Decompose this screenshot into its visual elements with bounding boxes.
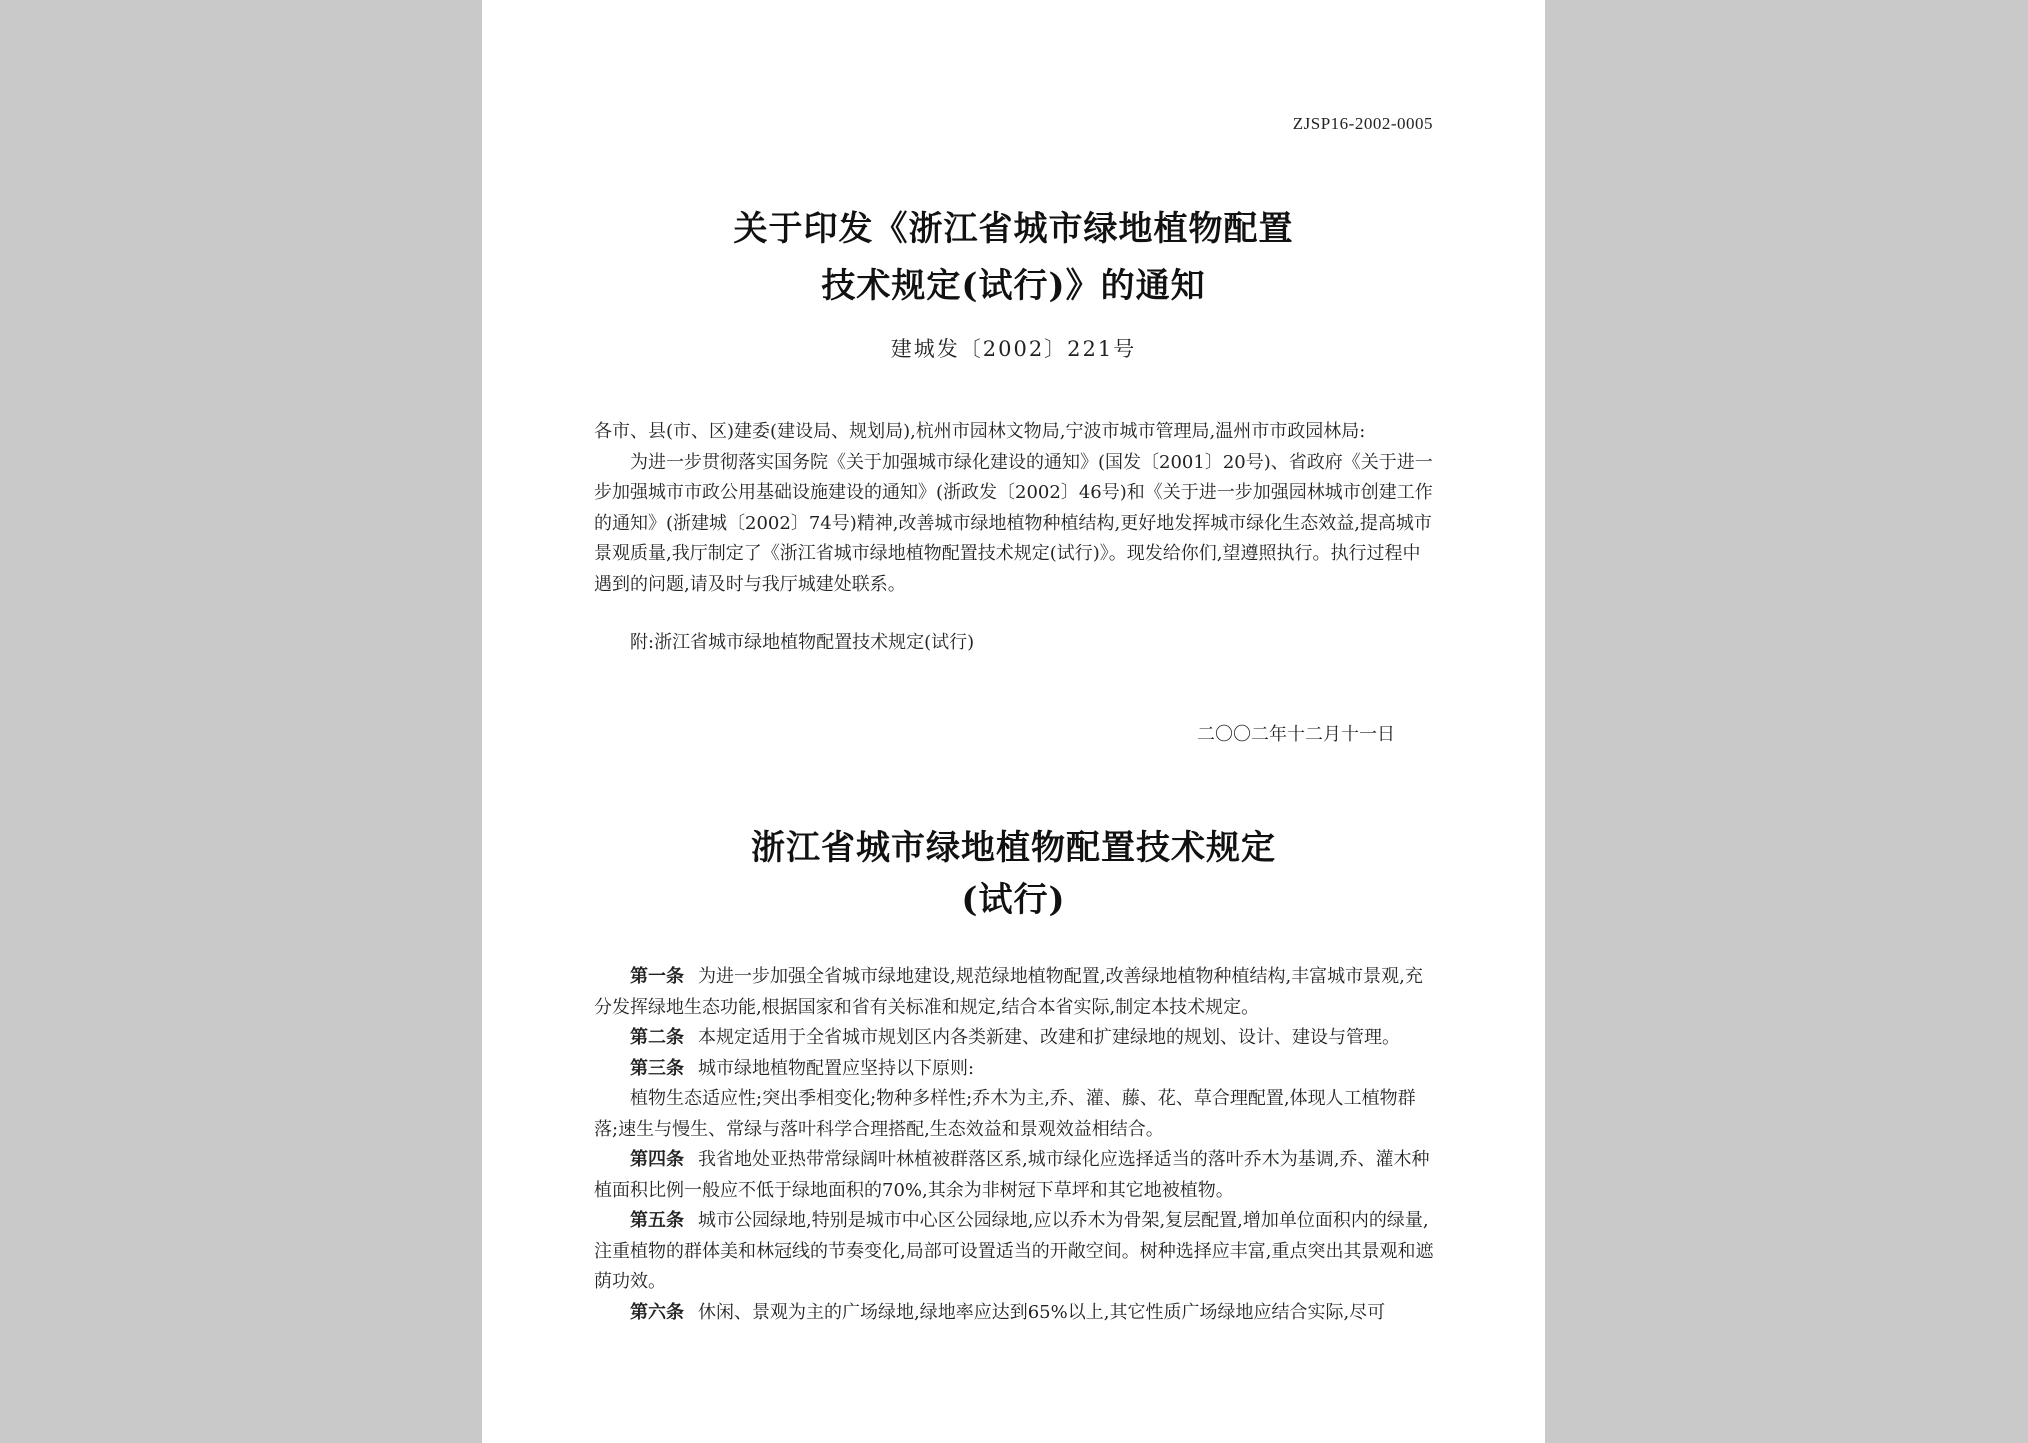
article-label: 第五条: [630, 1210, 684, 1231]
article-2: [594, 1023, 1434, 1054]
article-label: 第六条: [630, 1301, 684, 1323]
notice-paragraph: 为进一步贯彻落实国务院《关于加强城市绿化建设的通知》(国发〔2001〕20号)、省政府《关于进一步加强城市市政公用基础设施建设的通知》(浙政发〔2002〕46号)和《关于进一步加强园林城市创建工作的通知》(浙建城〔2002〕74号)精神,改善城市绿地植物种植结构,更好地发挥城市绿化生态效益,提高城市景观质量,我厅制定了《浙江省城市绿地植物配置技术规定(试行)》。现发给你们,望遵照执行。执行过程中遇到的问题,请及时与我厅城建处联系。: [594, 451, 1433, 595]
article-label: 第二条: [630, 1027, 684, 1048]
article-3: [594, 1054, 1434, 1085]
regulation-articles: [594, 962, 1434, 1328]
notice-title-line2: 技术规定(试行)》的通知: [821, 266, 1206, 306]
document-page: [482, 0, 1545, 1443]
article-label: 第三条: [630, 1057, 684, 1079]
regulation-title-line1: 浙江省城市绿地植物配置技术规定: [751, 828, 1276, 868]
article-text: 本规定适用于全省城市规划区内各类新建、改建和扩建绿地的规划、设计、建设与管理。: [698, 1027, 1400, 1048]
article-3-principles: [594, 1084, 1434, 1145]
article-text: 城市绿地植物配置应坚持以下原则:: [698, 1057, 975, 1079]
article-6: [594, 1298, 1434, 1329]
article-5: [594, 1206, 1434, 1298]
notice-title-line1: 关于印发《浙江省城市绿地植物配置: [733, 209, 1294, 249]
article-text: 城市公园绿地,特别是城市中心区公园绿地,应以乔木为骨架,复层配置,增加单位面积内的绿量,注重植物的群体美和林冠线的节奏变化,局部可设置适当的开敞空间。树种选择应丰富,重点突出其景观和遮荫功效。: [594, 1210, 1434, 1292]
notice-date: 二〇〇二年十二月十一日: [1197, 724, 1395, 745]
article-4: [594, 1145, 1434, 1206]
article-label: 第一条: [630, 966, 684, 987]
notice-doc-number: 建城发〔2002〕221号: [890, 337, 1137, 361]
article-text: 休闲、景观为主的广场绿地,绿地率应达到65%以上,其它性质广场绿地应结合实际,尽可: [698, 1301, 1386, 1323]
article-text: 为进一步加强全省城市绿地建设,规范绿地植物配置,改善绿地植物种植结构,丰富城市景观,充分发挥绿地生态功能,根据国家和省有关标准和规定,结合本省实际,制定本技术规定。: [594, 966, 1423, 1018]
notice-body: [594, 417, 1434, 600]
notice-addressee: 各市、县(市、区)建委(建设局、规划局),杭州市园林文物局,宁波市城市管理局,温州市市政园林局:: [594, 421, 1366, 442]
article-text: 植物生态适应性;突出季相变化;物种多样性;乔木为主,乔、灌、藤、花、草合理配置,体现人工植物群落;速生与慢生、常绿与落叶科学合理搭配,生态效益和景观效益相结合。: [594, 1088, 1416, 1140]
article-label: 第四条: [630, 1149, 684, 1170]
document-code: ZJSP16-2002-0005: [1292, 114, 1433, 133]
article-1: [594, 962, 1434, 1023]
article-text: 我省地处亚热带常绿阔叶林植被群落区系,城市绿化应选择适当的落叶乔木为基调,乔、灌木种植面积比例一般应不低于绿地面积的70%,其余为非树冠下草坪和其它地被植物。: [594, 1149, 1430, 1201]
notice-attachment: 附:浙江省城市绿地植物配置技术规定(试行): [630, 632, 975, 653]
regulation-title-line2: (试行): [961, 880, 1066, 920]
